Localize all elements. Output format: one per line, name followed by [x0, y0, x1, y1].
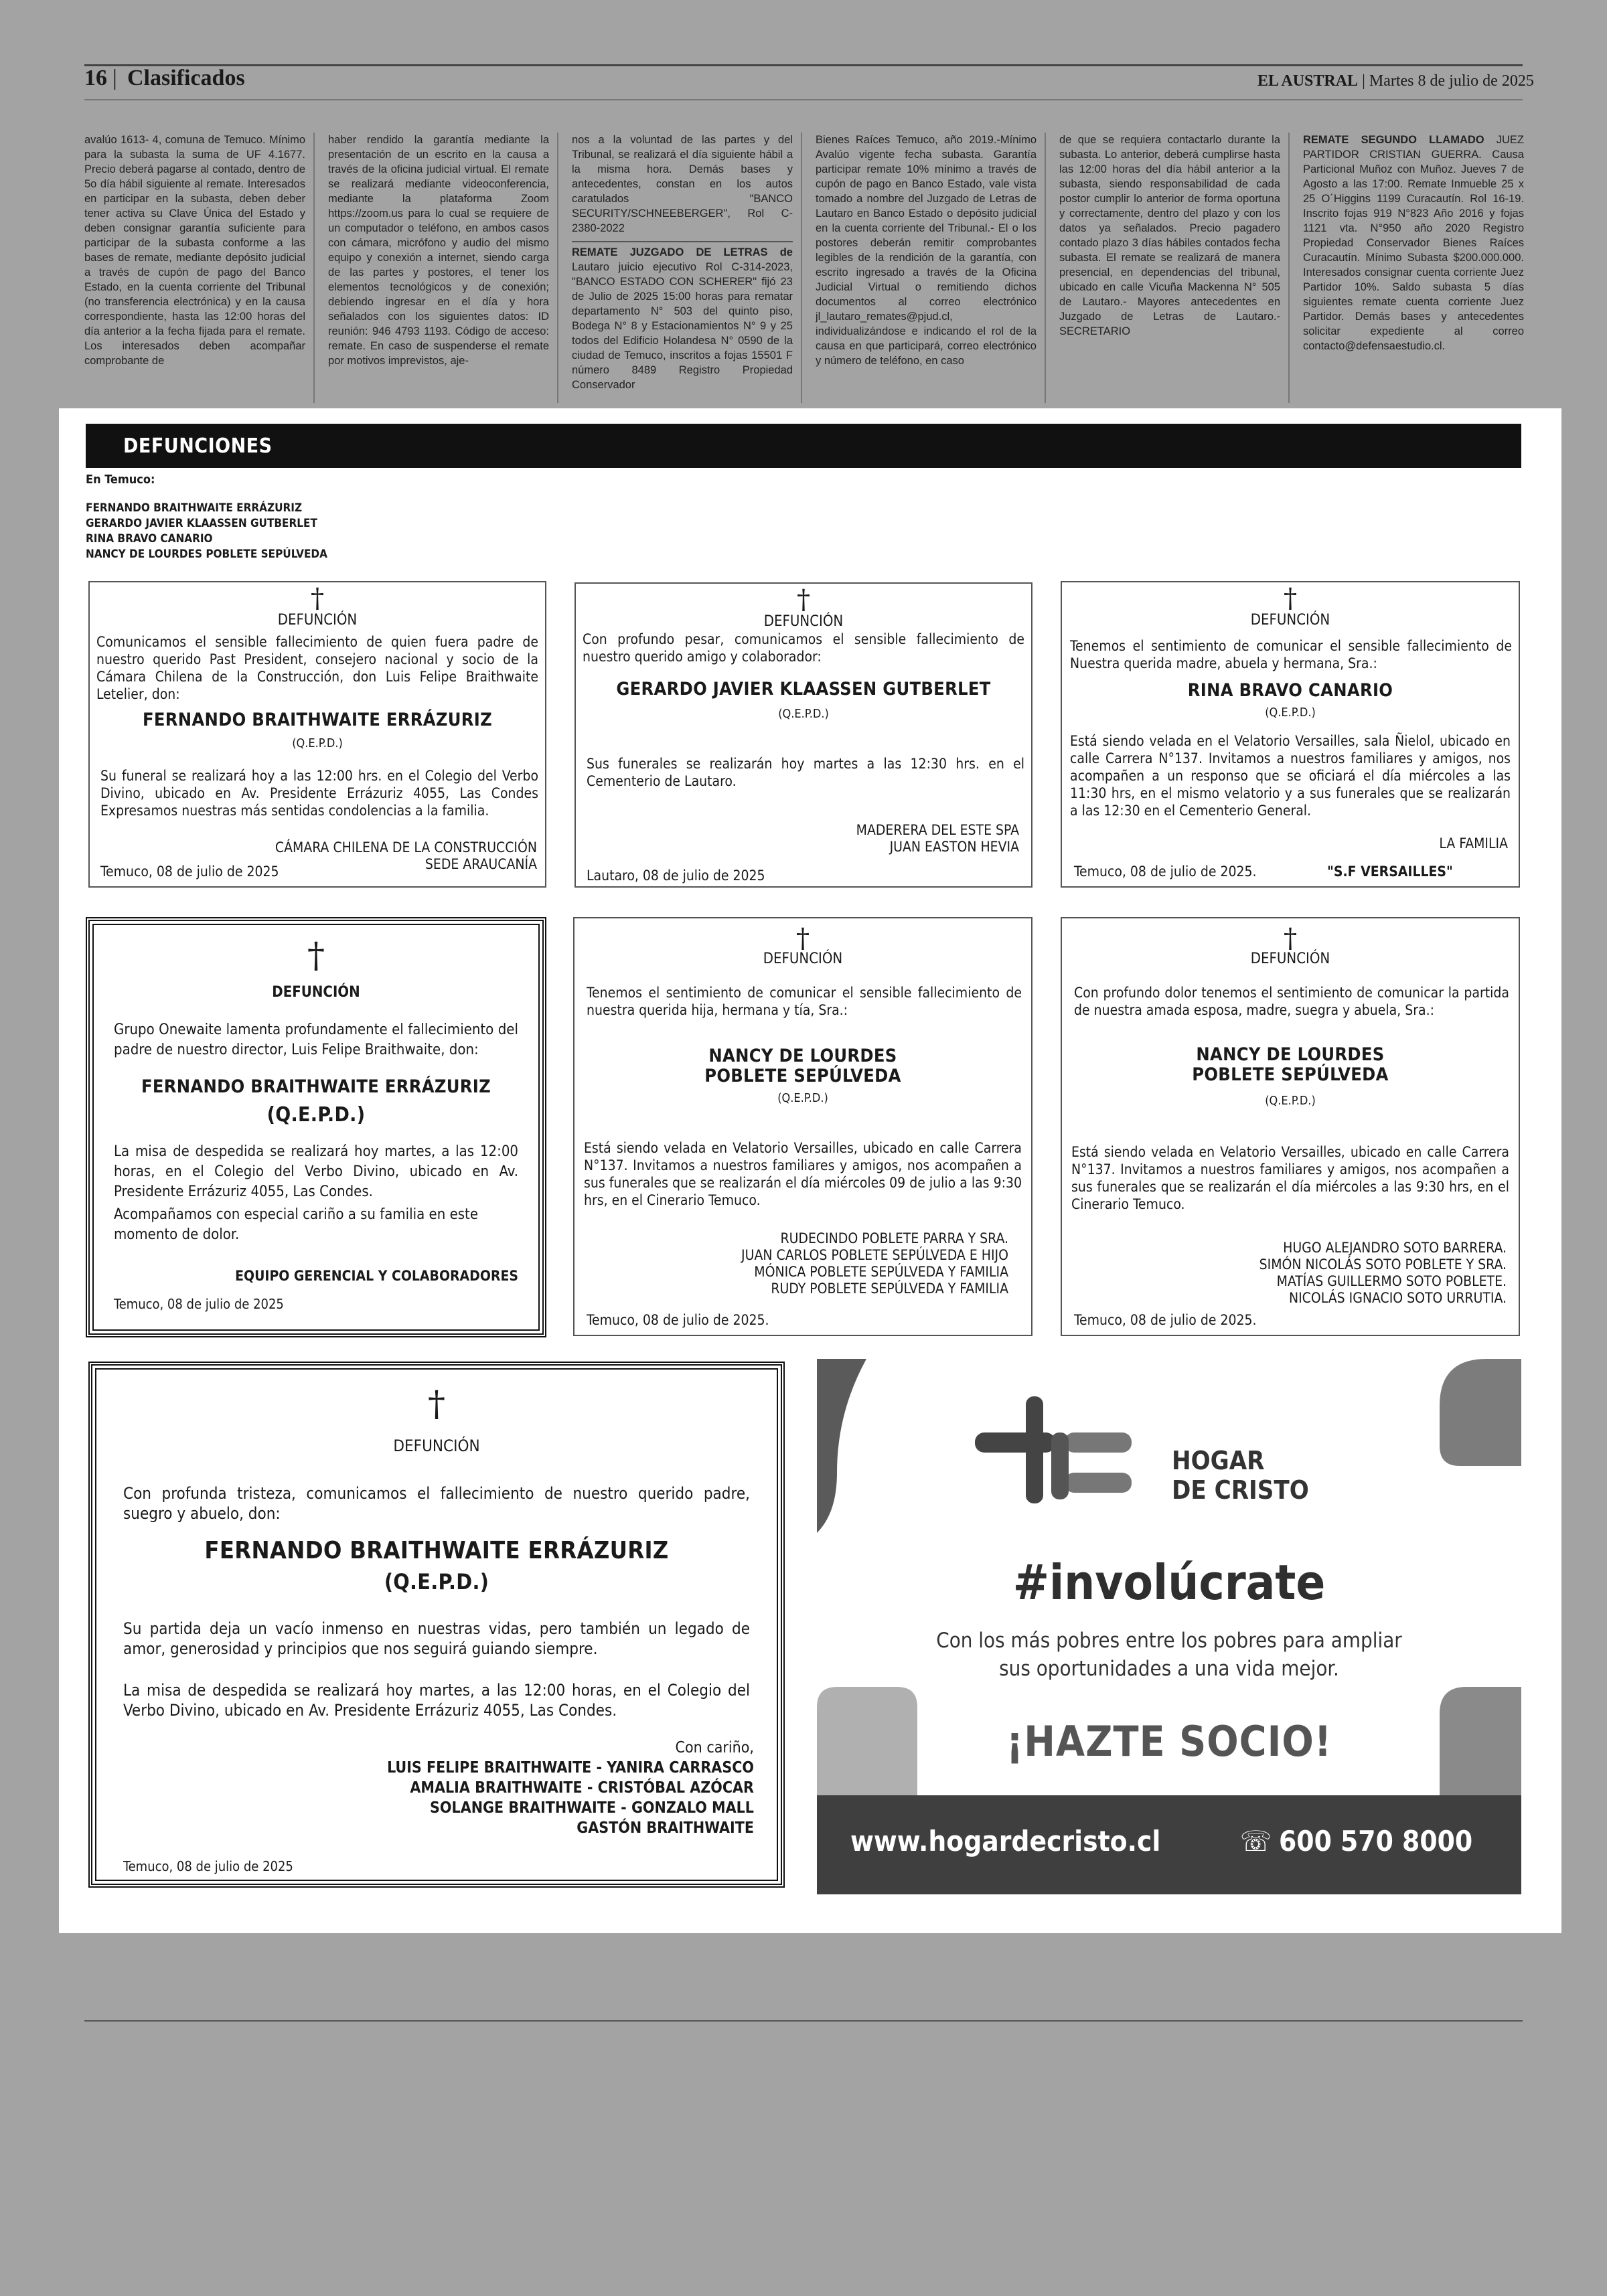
- newspaper-dateline: [1257, 72, 1534, 90]
- ad-brand-name: [1172, 1446, 1309, 1505]
- signer: MÓNICA POBLETE SEPÚLVEDA Y FAMILIA: [754, 1264, 1008, 1280]
- deceased-name: NANCY DE LOURDES: [708, 1046, 897, 1066]
- qepd-label: (Q.E.P.D.): [1265, 1094, 1316, 1108]
- column-text: Lautaro juicio ejecutivo Rol C-314-2023, "BANCO ESTADO CON SCHERER" fijó 23 de Julio de 2025 15:00 horas para rematar departamento N° 503 del quinto piso, Bodega N° 8 y Estacionamientos N° 9 y 25 todos del Edificio Holandesa N° 0590 de la ciudad de Temuco, inscritos a fojas 15501 F número 8489 Registro Propiedad Conservador: [572, 261, 793, 391]
- funeral-home-label: "S.F VERSAILLES": [1327, 864, 1453, 880]
- defunciones-banner: [86, 424, 1521, 468]
- ad-phone-number: 600 570 8000: [1279, 1825, 1473, 1858]
- signer: SOLANGE BRAITHWAITE - GONZALO MALL: [430, 1799, 754, 1817]
- brand-line: DE CRISTO: [1172, 1475, 1309, 1505]
- notice-text: Con profundo dolor tenemos el sentimiento de comunicar la partida de nuestra amada esposa, madre, suegra y abuela, Sra.:: [1074, 985, 1509, 1018]
- deceased-list: [86, 501, 327, 562]
- column-text: JUEZ PARTIDOR CRISTIAN GUERRA. Causa Particional Muñoz con Muñoz. Jueves 7 de Agosto a las 17:00. Remate Inmueble 25 x 25 O´Higgins 1199 Curacautín. Rol 16-19. Inscrito fojas 919 N°823 Año 2016 y fojas 1121 vta. N°950 año 2020 Registro Propiedad Conservador Bienes Raíces Curacautín. Mínimo Subasta $200.000.000. Interesados consignar cuenta corriente Juez Partidor 10%. Saldo subasta 5 días siguientes remate cuenta corriente Juez Partidor. Demás bases y antecedentes solicitar expediente al correo contacto@defensaestudio.cl.: [1303, 134, 1524, 352]
- ad-shape-left: [817, 1359, 866, 1533]
- notice-closing: Con cariño,: [675, 1739, 754, 1756]
- ad-shape-right-top: [1440, 1359, 1521, 1466]
- signer: LUIS FELIPE BRAITHWAITE - YANIRA CARRASCO: [387, 1759, 754, 1777]
- classified-column-5: [1059, 133, 1280, 403]
- notice-text: Grupo Onewaite lamenta profundamente el fallecimiento del padre de nuestro director, Luis Felipe Braithwaite, don:: [114, 1021, 518, 1058]
- notice-text: Tenemos el sentimiento de comunicar el sensible fallecimiento de nuestra querida hija, hermana y tía, Sra.:: [587, 985, 1022, 1018]
- notice-title: DEFUNCIÓN: [393, 1437, 480, 1455]
- signer: RUDY POBLETE SEPÚLVEDA Y FAMILIA: [771, 1281, 1008, 1297]
- column-text: de que se requiera contactarlo durante la subasta. Lo anterior, deberá cumplirse hasta las 12:00 horas del día hábil anterior a la subasta, siendo responsabilidad de cada postor cumplir lo anterior de forma oportuna y correctamente, dentro del plazo y con los datos ya señalados. Precio pagadero contado plazo 3 días hábiles contados fecha subasta. El remate se realizará de manera presencial, en dependencias del tribunal, ubicado en calle Vicuña Mackenna N° 505 de Lautaro.- Mayores antecedentes en Juzgado de Letras de Lautaro.- SECRETARIO: [1059, 134, 1280, 337]
- cross-icon: †: [311, 583, 324, 614]
- notice-date: Temuco, 08 de julio de 2025.: [1074, 864, 1257, 880]
- ad-subtitle-line: sus oportunidades a una vida mejor.: [999, 1657, 1339, 1681]
- issue-date: | Martes 8 de julio de 2025: [1358, 72, 1534, 90]
- signer: JUAN EASTON HEVIA: [889, 839, 1019, 855]
- signer: AMALIA BRAITHWAITE - CRISTÓBAL AZÓCAR: [410, 1779, 754, 1797]
- signer: NICOLÁS IGNACIO SOTO URRUTIA.: [1288, 1290, 1507, 1306]
- obituary-notice-4: [86, 917, 546, 1337]
- signer: SEDE ARAUCANÍA: [425, 856, 537, 872]
- column-divider: [801, 133, 802, 403]
- cross-icon: †: [1284, 583, 1297, 614]
- qepd-label: (Q.E.P.D.): [778, 707, 829, 721]
- notice-text: Comunicamos el sensible fallecimiento de quien fuera padre de nuestro querido Past President, consejero nacional y socio de la Cámara Chilena de la Construcción, don Luis Felipe Braithwaite Letelier, don:: [96, 634, 538, 702]
- notice-title: DEFUNCIÓN: [1250, 612, 1330, 629]
- notice-title: DEFUNCIÓN: [1250, 951, 1330, 967]
- notice-service-text: Está siendo velada en Velatorio Versailles, ubicado en calle Carrera N°137. Invitamos a nuestros familiares y amigos, nos acompañen a sus funerales que se realizarán el día miércoles a las 9:30 hrs, en el Cinerario Temuco.: [1071, 1144, 1509, 1212]
- deceased-name: NANCY DE LOURDES: [1196, 1044, 1385, 1065]
- obituary-notice-6: [1061, 917, 1520, 1336]
- header-bottom-rule: [84, 99, 1523, 100]
- column-text: nos a la voluntad de las partes y del Tribunal, se realizará el día siguiente hábil a la misma hora. Demás bases y antecedentes, constan en los autos caratulados "BANCO SECURITY/SCHNEEBERGER", Rol C-2380-2022: [572, 134, 793, 234]
- notice-signers: [741, 1230, 1008, 1297]
- classified-column-3: [572, 133, 793, 403]
- ad-call-to-action: ¡HAZTE SOCIO!: [1006, 1717, 1332, 1766]
- phone-icon: ☏: [1240, 1825, 1272, 1858]
- notice-date: Temuco, 08 de julio de 2025: [100, 864, 279, 880]
- notice-closing-text: Acompañamos con especial cariño a su familia en este momento de dolor.: [114, 1206, 478, 1243]
- qepd-label: (Q.E.P.D.): [1265, 706, 1316, 720]
- notice-date: Temuco, 08 de julio de 2025: [114, 1296, 284, 1312]
- hogar-de-cristo-ad: [817, 1359, 1521, 1894]
- hogar-de-cristo-logo-icon: [975, 1396, 1132, 1503]
- defunciones-intro: En Temuco:: [86, 473, 155, 487]
- classified-column-1: [84, 133, 305, 403]
- ad-footer-bar: [817, 1795, 1521, 1894]
- qepd-label: (Q.E.P.D.): [266, 1103, 366, 1127]
- cross-icon: †: [428, 1384, 445, 1424]
- qepd-label: (Q.E.P.D.): [384, 1569, 489, 1594]
- notice-date: Temuco, 08 de julio de 2025: [123, 1858, 293, 1874]
- deceased-name: FERNANDO BRAITHWAITE ERRÁZURIZ: [142, 710, 493, 730]
- notice-service-text: Está siendo velada en Velatorio Versailles, ubicado en calle Carrera N°137. Invitamos a nuestros familiares y amigos, nos acompañen a sus funerales que se realizarán el día miércoles 09 de julio a las 9:30 hrs, en el Cinerario Temuco.: [584, 1140, 1022, 1208]
- qepd-label: (Q.E.P.D.): [292, 736, 343, 750]
- signer: EQUIPO GERENCIAL Y COLABORADORES: [235, 1268, 518, 1284]
- deceased-name: NANCY DE LOURDES POBLETE SEPÚLVEDA: [86, 548, 327, 561]
- ad-subtitle: [817, 1627, 1521, 1683]
- classified-column-4: [816, 133, 1037, 403]
- signer: SIMÓN NICOLÁS SOTO POBLETE Y SRA.: [1259, 1256, 1507, 1273]
- deceased-name: GERARDO JAVIER KLAASSEN GUTBERLET: [86, 517, 317, 530]
- defunciones-title: DEFUNCIONES: [123, 434, 273, 458]
- column-divider: [557, 133, 558, 403]
- notice-signers: [275, 839, 537, 873]
- page-bottom-rule: [84, 2020, 1523, 2022]
- page-number: 16: [84, 66, 107, 90]
- deceased-name: FERNANDO BRAITHWAITE ERRÁZURIZ: [204, 1537, 669, 1564]
- notice-service-text: Está siendo velada en el Velatorio Versailles, sala Ñielol, ubicado en calle Carrera N°137. Invitamos a nuestros familiares y amigos, nos acompañen a un responso que se oficiará el día miércoles a las 11:30 hrs, en el mismo velatorio y a sus funerales que se realizarán a las 12:30 en el Cementerio General.: [1070, 733, 1511, 819]
- newspaper-name: EL AUSTRAL: [1257, 72, 1359, 90]
- obituary-notice-1: [88, 581, 546, 888]
- notice-signers: [856, 822, 1019, 855]
- notice-rule: [572, 241, 793, 242]
- notice-signers: [1439, 835, 1508, 852]
- notice-signers: [1259, 1240, 1507, 1307]
- ad-hashtag: #involúcrate: [1012, 1554, 1326, 1611]
- notice-service-text: La misa de despedida se realizará hoy martes, a las 12:00 horas, en el Colegio del Verbo Divino, ubicado en Av. Presidente Errázuriz 4055, Las Condes.: [114, 1143, 518, 1200]
- notice-service-text: La misa de despedida se realizará hoy martes, a las 12:00 horas, en el Colegio del Verbo Divino, ubicado en Av. Presidente Errázuriz 4055, Las Condes.: [123, 1681, 750, 1720]
- notice-text: Con profunda tristeza, comunicamos el fallecimiento de nuestro querido padre, suegro y abuelo, don:: [123, 1484, 750, 1523]
- signer: RUDECINDO POBLETE PARRA Y SRA.: [780, 1230, 1008, 1246]
- notice-title: DEFUNCIÓN: [272, 984, 360, 1001]
- notice-service-text: Su funeral se realizará hoy a las 12:00 hrs. en el Colegio del Verbo Divino, ubicado en Av. Presidente Errázuriz 4055, Las Condes Expresamos nuestras más sentidas condolencias a la familia.: [100, 768, 538, 819]
- notice-signers: [387, 1738, 754, 1838]
- qepd-label: (Q.E.P.D.): [777, 1091, 828, 1105]
- notice-signers: [235, 1268, 518, 1285]
- signer: LA FAMILIA: [1439, 835, 1508, 851]
- column-text: avalúo 1613- 4, comuna de Temuco. Mínimo para la subasta la suma de UF 4.1677. Precio deberá pagarse al contado, dentro de 5o día hábil siguiente al remate. Interesados en participar en la subasta, deben deber tener activa su Clave Única del Estado y deben consignar garantía suficiente para participar de la subasta conforme a las bases de remate, mediante depósito judicial a través de cupón de pago del Banco Estado, en la cuenta corriente del Tribunal (no transferencia electrónica) y en la causa correspondiente, hasta las 12:00 horas del día anterior a la fecha fijada para el remate. Los interesados deben acompañar comprobante de: [84, 134, 305, 367]
- obituary-notice-3: [1061, 581, 1520, 888]
- column-text: Bienes Raíces Temuco, año 2019.-Mínimo Avalúo vigente fecha subasta. Garantía participar remate 10% mínimo a través de cupón de pago en Banco Estado, vale vista tomado a nombre del Juzgado de Letras de Lautaro en Banco Estado o depósito judicial en la cuenta corriente del Tribunal.- El o los postores deberán remitir comprobantes legibles de la rendición de la garantía, con escrito ingresado a través de la Oficina Judicial Virtual o remitiendo dichos documentos al correo electrónico jl_lautaro_remates@pjud.cl, individualizándose e indicando el rol de la causa en que participará, correo electrónico y número de teléfono, en caso: [816, 134, 1037, 367]
- notice-title: DEFUNCIÓN: [277, 612, 358, 629]
- column-divider: [1045, 133, 1046, 403]
- notice-heading: REMATE JUZGADO DE LETRAS de: [572, 246, 793, 258]
- signer: CÁMARA CHILENA DE LA CONSTRUCCIÓN: [275, 839, 537, 855]
- deceased-name-line2: POBLETE SEPÚLVEDA: [704, 1066, 901, 1086]
- ad-subtitle-line: Con los más pobres entre los pobres para ampliar: [936, 1629, 1402, 1653]
- deceased-name: RINA BRAVO CANARIO: [1187, 680, 1393, 701]
- cross-icon: †: [1284, 923, 1297, 954]
- notice-date: Temuco, 08 de julio de 2025.: [587, 1312, 769, 1328]
- obituary-notice-7: [88, 1362, 785, 1888]
- notice-heading: REMATE SEGUNDO LLAMADO: [1303, 134, 1484, 146]
- brand-line: HOGAR: [1172, 1446, 1265, 1475]
- header-separator: |: [112, 66, 117, 90]
- section-title: Clasificados: [127, 66, 245, 90]
- classified-column-6: [1303, 133, 1524, 403]
- notice-title: DEFUNCIÓN: [763, 951, 843, 967]
- deceased-name: RINA BRAVO CANARIO: [86, 532, 213, 546]
- notice-date: Lautaro, 08 de julio de 2025: [587, 868, 765, 884]
- signer: MATÍAS GUILLERMO SOTO POBLETE.: [1276, 1273, 1507, 1289]
- ad-website: www.hogardecristo.cl: [850, 1825, 1161, 1858]
- notice-text: Tenemos el sentimiento de comunicar el sensible fallecimiento de Nuestra querida madre, abuela y hermana, Sra.:: [1070, 638, 1512, 671]
- signer: MADERERA DEL ESTE SPA: [856, 822, 1019, 838]
- obituary-notice-2: [575, 582, 1032, 888]
- signer: GASTÓN BRAITHWAITE: [577, 1819, 754, 1837]
- deceased-name: FERNANDO BRAITHWAITE ERRÁZURIZ: [141, 1076, 491, 1097]
- signer: HUGO ALEJANDRO SOTO BARRERA.: [1283, 1240, 1507, 1256]
- notice-text: Con profundo pesar, comunicamos el sensible fallecimiento de nuestro querido amigo y colaborador:: [583, 631, 1024, 665]
- notice-title: DEFUNCIÓN: [763, 613, 844, 630]
- notice-service-text: Sus funerales se realizarán hoy martes a las 12:30 hrs. en el Cementerio de Lautaro.: [587, 756, 1024, 789]
- notice-legacy-text: Su partida deja un vacío inmenso en nuestras vidas, pero también un legado de amor, generosidad y principios que nos seguirá guiando siempre.: [123, 1619, 750, 1658]
- column-divider: [1288, 133, 1290, 403]
- deceased-name-line2: POBLETE SEPÚLVEDA: [1192, 1064, 1389, 1085]
- cross-icon: †: [797, 584, 810, 615]
- cross-icon: †: [796, 923, 810, 954]
- column-text: haber rendido la garantía mediante la presentación de un escrito en la causa a través de la oficina judicial virtual. El remate se realizará mediante videoconferencia, mediante la plataforma Zoom https://zoom.us para lo cual se requiere de un computador o teléfono, en ambos casos con cámara, micrófono y audio del mismo equipo y conexión a internet, siendo carga de las partes y postores, el tener los elementos tecnológicos y de conexión; debiendo ingresar en el día y hora señalados con los siguientes datos: ID reunión: 946 4793 1193. Código de acceso: remate. En caso de suspenderse el remate por motivos imprevistos, aje-: [328, 134, 549, 367]
- deceased-name: GERARDO JAVIER KLAASSEN GUTBERLET: [616, 679, 991, 700]
- cross-icon: †: [307, 936, 325, 976]
- obituary-notice-5: [573, 917, 1032, 1336]
- header-top-rule: [84, 64, 1523, 66]
- deceased-name: FERNANDO BRAITHWAITE ERRÁZURIZ: [86, 501, 303, 515]
- notice-date: Temuco, 08 de julio de 2025.: [1074, 1312, 1257, 1328]
- classified-column-2: [328, 133, 549, 403]
- column-divider: [313, 133, 315, 403]
- signer: JUAN CARLOS POBLETE SEPÚLVEDA E HIJO: [741, 1247, 1008, 1263]
